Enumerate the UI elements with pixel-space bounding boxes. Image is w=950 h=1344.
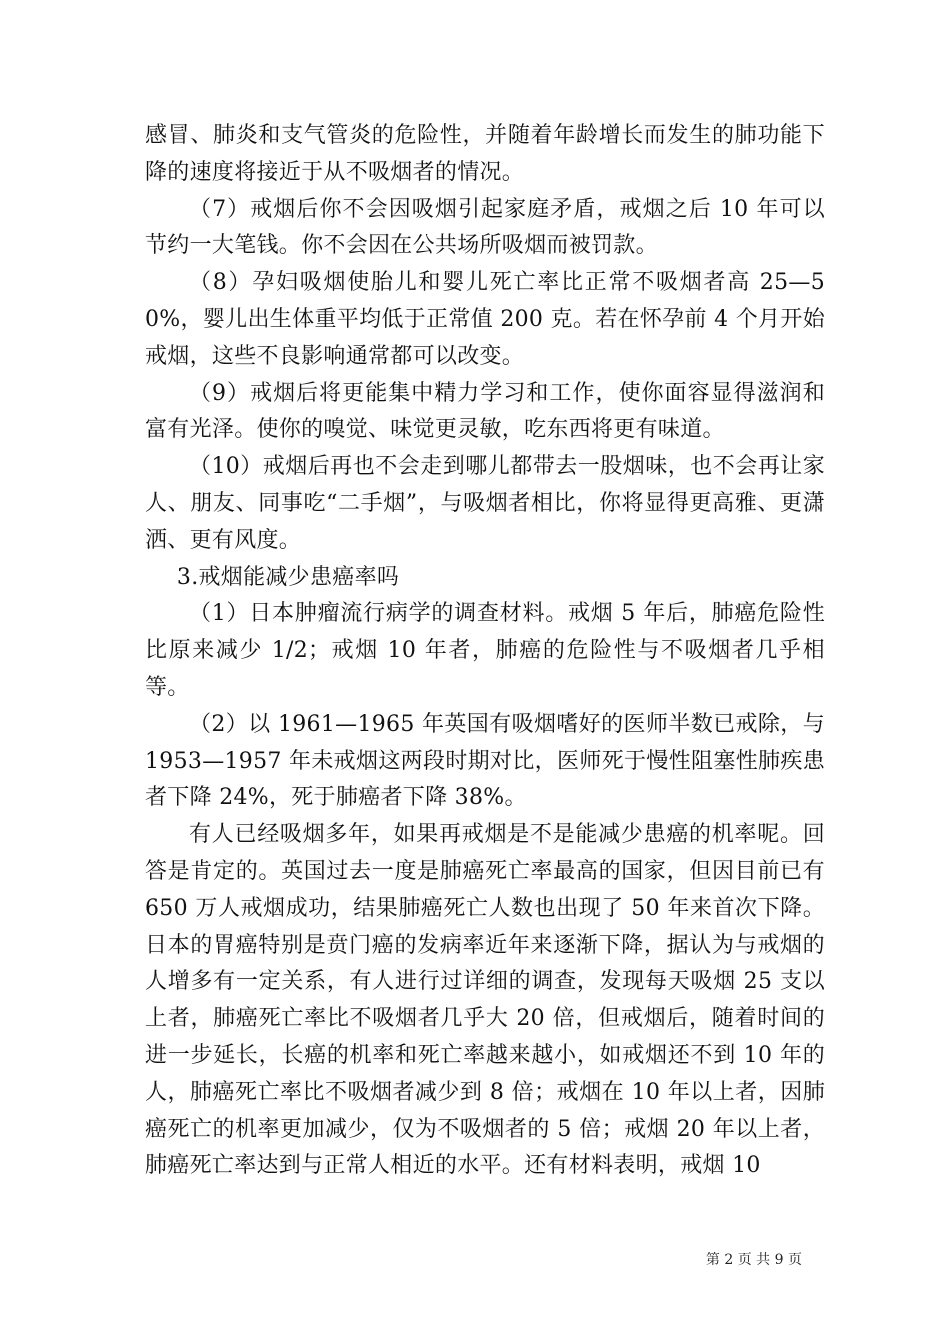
document-body: [145, 118, 825, 1185]
paragraph-item-7: （7）戒烟后你不会因吸烟引起家庭矛盾，戒烟之后 10 年可以节约一大笔钱。你不会因在公共场所吸烟而被罚款。: [145, 196, 825, 259]
paragraph-item-9: （9）戒烟后将更能集中精力学习和工作，使你面容显得滋润和富有光泽。使你的嗅觉、味觉更灵敏，吃东西将更有味道。: [145, 380, 825, 443]
paragraph-item-1: （1）日本肿瘤流行病学的调查材料。戒烟 5 年后，肺癌危险性比原来减少 1/2；戒烟 10 年者，肺癌的危险性与不吸烟者几乎相等。: [145, 601, 825, 700]
section-heading: 3.戒烟能减少患癌率吗: [176, 564, 400, 590]
paragraph-item-8: （8）孕妇吸烟使胎儿和婴儿死亡率比正常不吸烟者高 25—50%，婴儿出生体重平均低于正常值 200 克。若在怀孕前 4 个月开始戒烟，这些不良影响通常都可以改变。: [145, 270, 825, 369]
paragraph-item-10: （10）戒烟后再也不会走到哪儿都带去一股烟味，也不会再让家人、朋友、同事吃“二手烟”，与吸烟者相比，你将显得更高雅、更潇洒、更有风度。: [145, 454, 825, 553]
paragraph-continuation: 感冒、肺炎和支气管炎的危险性，并随着年龄增长而发生的肺功能下降的速度将接近于从不吸烟者的情况。: [145, 123, 825, 185]
paragraph-item-2: （2）以 1961—1965 年英国有吸烟嗜好的医师半数已戒除，与 1953—1957 年未戒烟这两段时期对比，医师死于慢性阻塞性肺疾患者下降 24%，死于肺癌者下降 38%。: [145, 711, 825, 811]
page-number-footer: 第 2 页 共 9 页: [705, 1252, 802, 1268]
paragraph-body: 有人已经吸烟多年，如果再戒烟是不是能减少患癌的机率呢。回答是肯定的。英国过去一度是肺癌死亡率最高的国家，但因目前已有 650 万人戒烟成功，结果肺癌死亡人数也出现了 50 年来首次下降。日本的胃癌特别是贲门癌的发病率近年来逐渐下降，据认为与戒烟的人增多有一定关系，有人进行过详细的调查，发现每天吸烟 25 支以上者，肺癌死亡率比不吸烟者几乎大 20 倍，但戒烟后，随着时间的进一步延长，长癌的机率和死亡率越来越小，如戒烟还不到 10 年的人，肺癌死亡率比不吸烟者减少到 8 倍；戒烟在 10 年以上者，因肺癌死亡的机率更加减少，仅为不吸烟者的 5 倍；戒烟 20 年以上者，肺癌死亡率达到与正常人相近的水平。还有材料表明，戒烟 10: [145, 822, 825, 1179]
